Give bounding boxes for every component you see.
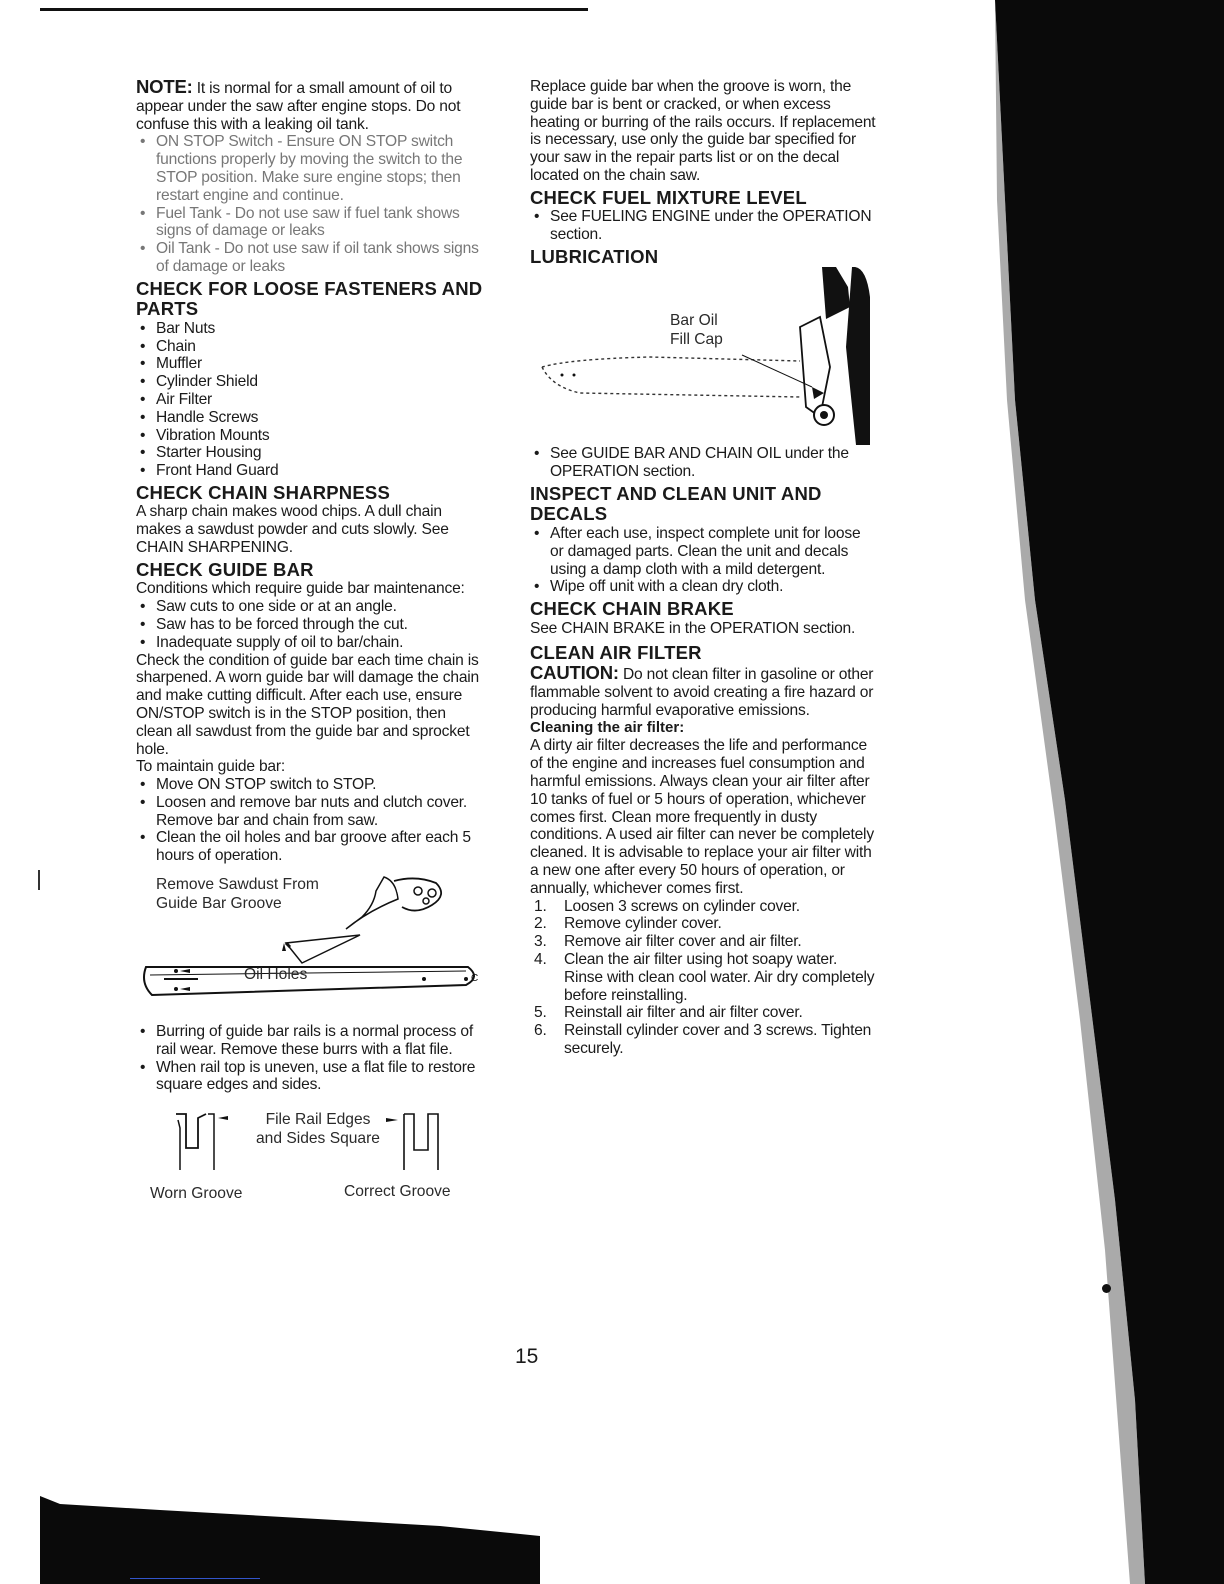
scan-bottom-shadow	[40, 1496, 540, 1584]
inspect-heading: INSPECT AND CLEAN UNIT AND DECALS	[530, 482, 822, 525]
right-column	[530, 78, 876, 1058]
list-item: • Starter Housing	[136, 444, 484, 462]
list-item: • Cylinder Shield	[136, 373, 484, 391]
list-item: • Clean the oil holes and bar groove after each 5 hours of operation.	[136, 829, 484, 865]
list-item: • Wipe off unit with a clean dry cloth.	[530, 578, 876, 596]
brake-text: See CHAIN BRAKE in the OPERATION section.	[530, 619, 856, 637]
step-number: 1.	[534, 897, 547, 915]
list-item	[530, 915, 876, 933]
fuel-list	[530, 208, 876, 244]
step-number: 4.	[534, 950, 547, 968]
list-item: • Fuel Tank - Do not use saw if fuel tank shows signs of damage or leaks	[136, 205, 484, 241]
list-item: • See GUIDE BAR AND CHAIN OIL under the OPERATION section.	[530, 445, 876, 481]
step-text: Reinstall air filter and air filter cover.	[564, 1004, 803, 1022]
list-item	[530, 933, 876, 951]
list-item	[530, 1004, 876, 1022]
page-number: 15	[515, 1345, 539, 1368]
bar-oil-fill-cap-label: Bar Oil Fill Cap	[670, 312, 723, 349]
guide-bar-figure	[136, 871, 484, 1021]
fasteners-heading: CHECK FOR LOOSE FASTENERS AND PARTS	[136, 277, 483, 320]
list-item: • Bar Nuts	[136, 320, 484, 338]
note-paragraph	[136, 78, 484, 133]
step-number: 3.	[534, 933, 547, 951]
fuel-heading: CHECK FUEL MIXTURE LEVEL	[530, 186, 807, 208]
lubrication-heading: LUBRICATION	[530, 245, 659, 267]
sawdust-label: Remove Sawdust From Guide Bar Groove	[156, 876, 319, 913]
step-number: 2.	[534, 915, 547, 933]
left-column	[136, 78, 484, 1230]
list-item: • Handle Screws	[136, 409, 484, 427]
cleaning-subheading: Cleaning the air filter:	[530, 719, 685, 737]
air-filter-paragraph: A dirty air filter decreases the life and performance of the engine and increases fuel consumption and harmful emissions. Always clean your air filter after 10 tanks of fuel or 5 hours of operation, whichever comes first. Clean more frequently in dusty conditions. A used air filter can never be completely cleaned. It is advisable to replace your air filter with a new one after every 50 hours of operation, or annually, whichever comes first.	[530, 737, 874, 897]
list-item: • Burring of guide bar rails is a normal process of rail wear. Remove these burrs with a flat file.	[136, 1023, 484, 1059]
list-item: • Vibration Mounts	[136, 427, 484, 445]
maintain-intro: To maintain guide bar:	[136, 758, 286, 776]
margin-mark	[38, 870, 40, 890]
chain-saw-illustration	[530, 267, 876, 445]
caution-paragraph	[530, 661, 876, 719]
list-item: • Saw cuts to one side or at an angle.	[136, 598, 484, 616]
list-item: • When rail top is uneven, use a flat file to restore square edges and sides.	[136, 1059, 484, 1095]
maintain-steps	[136, 776, 484, 865]
sharpness-heading: CHECK CHAIN SHARPNESS	[136, 481, 390, 503]
inspect-list	[530, 525, 876, 596]
guide-bar-conditions	[136, 598, 484, 651]
note-text: It is normal for a small amount of oil to appear under the saw after engine stops. Do not confuse this with a leaking oil tank.	[136, 80, 461, 133]
guide-bar-heading: CHECK GUIDE BAR	[136, 558, 314, 580]
scan-edge-shadow	[995, 0, 1224, 1584]
list-item: • Loosen and remove bar nuts and clutch cover. Remove bar and chain from saw.	[136, 794, 484, 830]
top-rule	[40, 8, 588, 11]
brake-heading: CHECK CHAIN BRAKE	[530, 598, 734, 620]
rail-bullets	[136, 1023, 484, 1094]
list-item: • Front Hand Guard	[136, 462, 484, 480]
caution-label: CAUTION:	[530, 661, 619, 683]
list-item: • Air Filter	[136, 391, 484, 409]
air-filter-steps	[530, 898, 876, 1058]
caution-text: Do not clean filter in gasoline or other flammable solvent to avoid creating a fire hazard or producing harmful evaporative emissions.	[530, 665, 874, 719]
replace-bar-text: Replace guide bar when the groove is worn, the guide bar is bent or cracked, or when excess heating or burring of the rails occurs. If replacement is necessary, use only the guide bar specified for your saw in the repair parts list or on the decal located on the chain saw.	[530, 78, 876, 184]
svg-text:C: C	[471, 973, 479, 985]
lubrication-list	[530, 445, 876, 481]
step-number: 5.	[534, 1004, 547, 1022]
list-item: • Muffler	[136, 355, 484, 373]
step-text: Loosen 3 screws on cylinder cover.	[564, 897, 800, 915]
sharpness-text: A sharp chain makes wood chips. A dull chain makes a sawdust powder and cuts slowly. See CHAIN SHARPENING.	[136, 503, 449, 557]
step-text: Remove cylinder cover.	[564, 915, 722, 933]
groove-figure	[136, 1110, 484, 1230]
step-text: Clean the air filter using hot soapy water. Rinse with clean cool water. Air dry completely before reinstalling.	[564, 950, 875, 1004]
note-label: NOTE:	[136, 76, 193, 97]
lubrication-figure	[530, 267, 876, 445]
list-item: • Move ON STOP switch to STOP.	[136, 776, 484, 794]
list-item: • Saw has to be forced through the cut.	[136, 616, 484, 634]
margin-dot	[1102, 1284, 1111, 1293]
guide-bar-intro: Conditions which require guide bar maintenance:	[136, 580, 465, 598]
list-item: • Oil Tank - Do not use saw if oil tank shows signs of damage or leaks	[136, 240, 484, 276]
file-rail-label: File Rail Edges and Sides Square	[256, 1111, 380, 1148]
list-item: • See FUELING ENGINE under the OPERATION section.	[530, 208, 876, 244]
list-item: • ON STOP Switch - Ensure ON STOP switch functions properly by moving the switch to the STOP position. Make sure engine stops; then restart engine and continue.	[136, 133, 484, 204]
oil-holes-label: Oil Holes	[244, 966, 308, 984]
list-item: • Chain	[136, 338, 484, 356]
list-item	[530, 1022, 876, 1058]
list-item	[530, 951, 876, 1004]
step-number: 6.	[534, 1022, 547, 1040]
correct-groove-label: Correct Groove	[344, 1183, 451, 1201]
list-item	[530, 898, 876, 916]
list-item: • After each use, inspect complete unit for loose or damaged parts. Clean the unit and decals using a damp cloth with a mild detergent.	[530, 525, 876, 578]
step-text: Reinstall cylinder cover and 3 screws. Tighten securely.	[564, 1022, 872, 1057]
note-bullets	[136, 133, 484, 275]
step-text: Remove air filter cover and air filter.	[564, 933, 802, 951]
fasteners-list	[136, 320, 484, 480]
worn-groove-label: Worn Groove	[150, 1185, 243, 1203]
guide-bar-paragraph: Check the condition of guide bar each time chain is sharpened. A worn guide bar will damage the chain and make cutting difficult. After each use, ensure ON/STOP switch is in the STOP position, then clean all sawdust from the guide bar and sprocket hole.	[136, 651, 480, 758]
list-item: • Inadequate supply of oil to bar/chain.	[136, 634, 484, 652]
air-filter-heading: CLEAN AIR FILTER	[530, 642, 702, 664]
